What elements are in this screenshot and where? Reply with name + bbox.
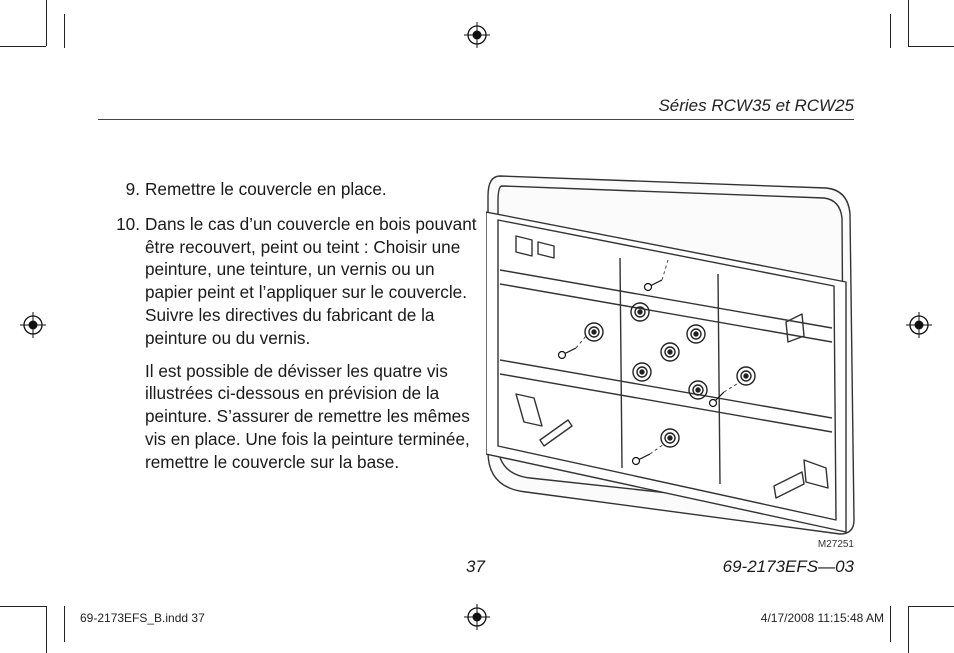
crop-mark: [64, 606, 65, 642]
step-text: Dans le cas d’un couvercle en bois pouvant être recouvert, peint ou teint : Choisir une peinture, une teinture, un vernis ou un papier peint et l’appliquer sur le couvercle. Suivre les directives du fabricant de la peinture ou du vernis.: [145, 213, 477, 348]
crop-mark: [908, 0, 909, 46]
crop-mark: [908, 606, 954, 607]
crop-mark: [908, 46, 954, 47]
step-number: 10.: [116, 213, 140, 234]
crop-mark: [890, 606, 891, 642]
registration-mark-icon: [906, 312, 932, 338]
step-number: 9.: [125, 179, 140, 199]
crop-mark: [890, 14, 891, 48]
slug-timestamp: 4/17/2008 11:15:48 AM: [760, 611, 884, 625]
instruction-steps: [112, 178, 477, 474]
registration-mark-icon: [464, 604, 490, 630]
step-text: Il est possible de dévisser les quatre vis illustrées ci-dessous en prévision de la peinture. S’assurer de remettre les mêmes vis en place. Une fois la peinture terminée, remettre le couvercle sur la base.: [145, 360, 470, 472]
registration-mark-icon: [20, 312, 46, 338]
header-rule: [98, 119, 854, 120]
crop-mark: [46, 606, 47, 653]
crop-mark: [0, 606, 46, 607]
figure-code: M27251: [817, 539, 854, 550]
page-number: 37: [466, 557, 485, 576]
running-header: Séries RCW35 et RCW25: [658, 96, 854, 115]
slug-filename: 69-2173EFS_B.indd 37: [80, 611, 205, 625]
step-10: [112, 213, 477, 474]
crop-mark: [908, 606, 909, 653]
registration-mark-icon: [464, 22, 490, 48]
step-text: Remettre le couvercle en place.: [145, 179, 387, 199]
thermostat-cover-back-illustration-icon: [486, 172, 858, 538]
document-number: 69-2173EFS—03: [722, 557, 854, 576]
crop-mark: [0, 46, 46, 47]
step-9: [112, 178, 477, 201]
crop-mark: [64, 14, 65, 48]
crop-mark: [46, 0, 47, 46]
